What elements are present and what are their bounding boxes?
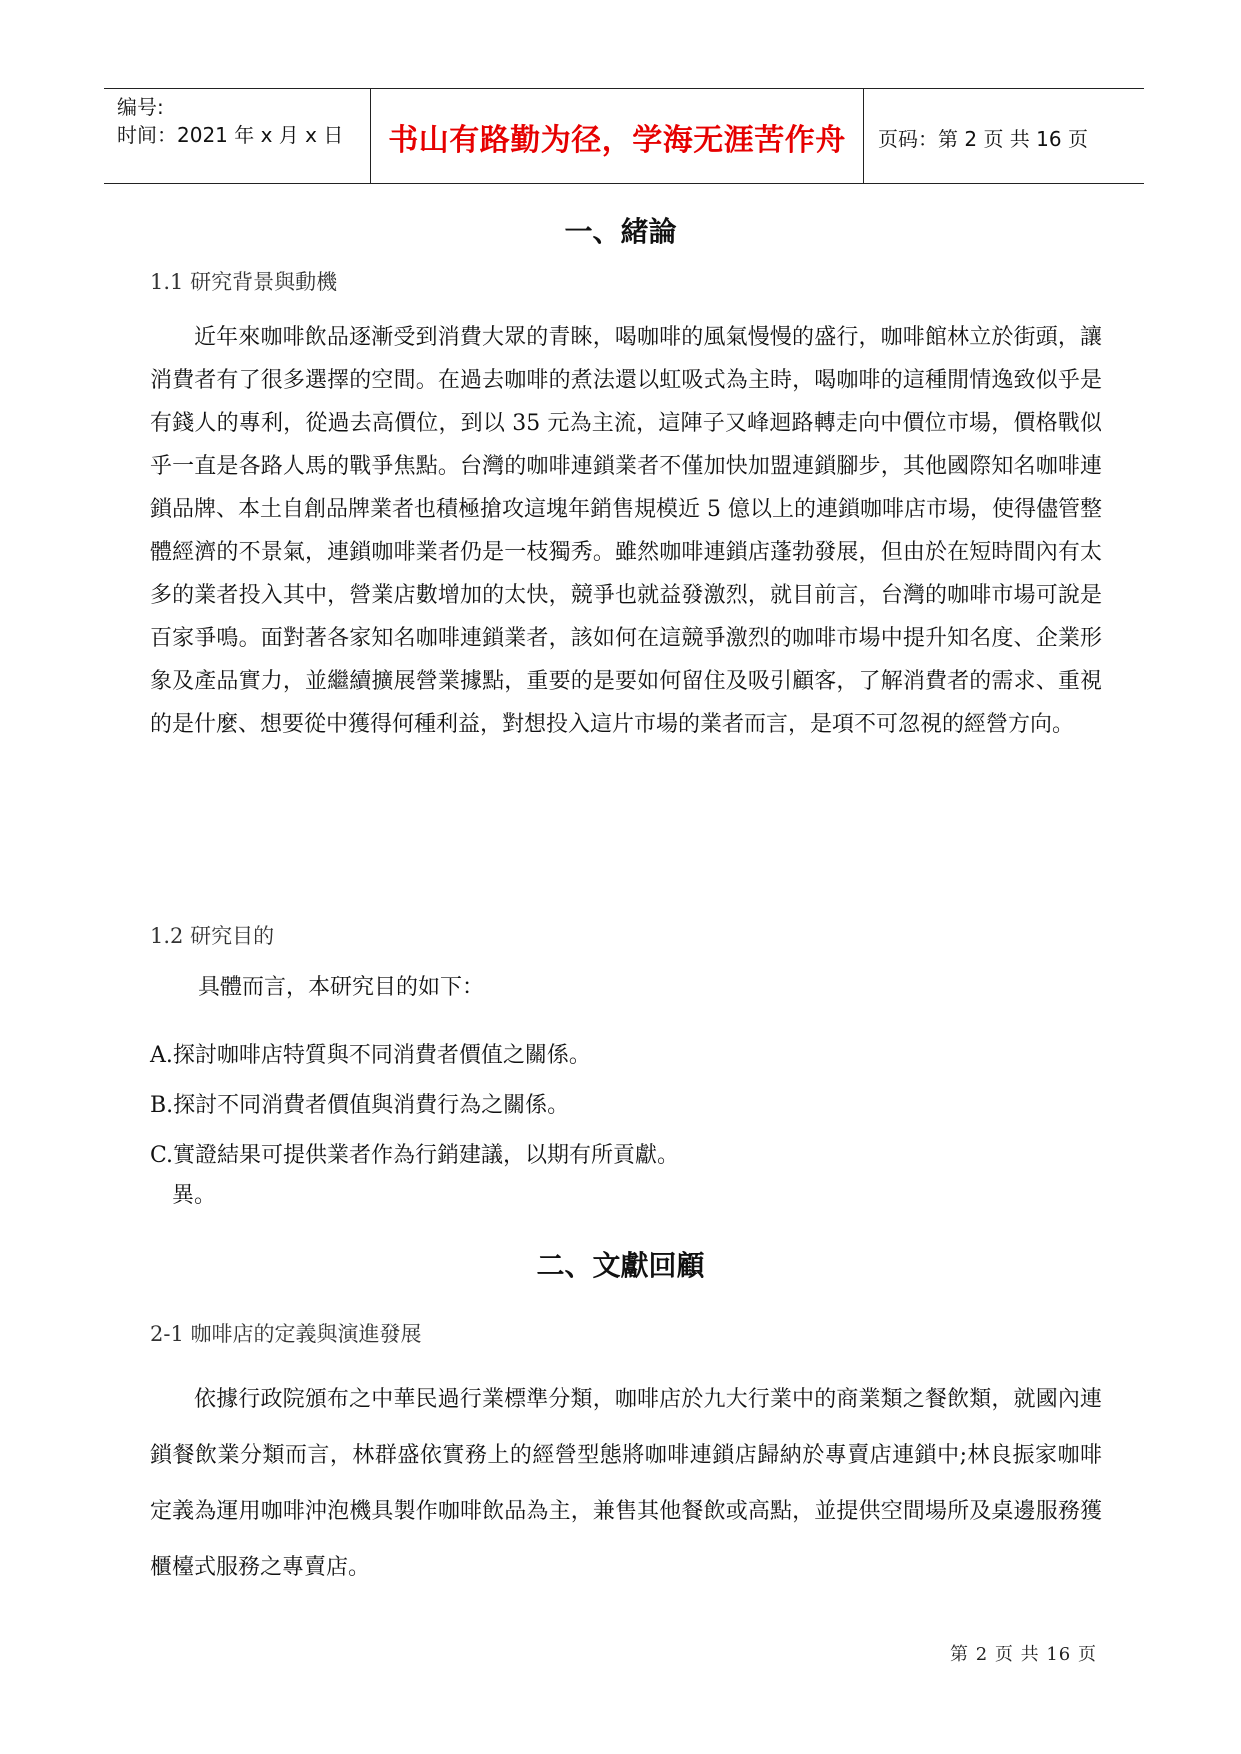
- page-footer: 第 2 页 共 16 页: [950, 1644, 1097, 1665]
- purpose-intro: 具體而言，本研究目的如下：: [198, 975, 485, 1000]
- paragraph-background: 近年來咖啡飲品逐漸受到消費大眾的青睞，喝咖啡的風氣慢慢的盛行，咖啡館林立於街頭，讓消費者有了很多選擇的空間。在過去咖啡的煮法還以虹吸式為主時，喝咖啡的這種閒情逸致似乎是有錢人的專利，從過去高價位，到以 35 元為主流，這陣子又峰迴路轉走向中價位市場，價格戰似乎一直是各路人馬的戰爭焦點。台灣的咖啡連鎖業者不僅加快加盟連鎖腳步，其他國際知名咖啡連鎖品牌、本土自創品牌業者也積極搶攻這塊年銷售規模近 5 億以上的連鎖咖啡店市場，使得儘管整體經濟的不景氣，連鎖咖啡業者仍是一枝獨秀。雖然咖啡連鎖店蓬勃發展，但由於在短時間內有太多的業者投入其中，營業店數增加的太快，競爭也就益發激烈，就目前言，台灣的咖啡市場可說是百家爭鳴。面對著各家知名咖啡連鎖業者，該如何在這競爭激烈的咖啡市場中提升知名度、企業形象及產品實力，並繼續擴展營業據點，重要的是要如何留住及吸引顧客，了解消費者的需求、重視的是什麼、想要從中獲得何種利益，對想投入這片市場的業者而言，是項不可忽視的經營方向。: [150, 325, 1102, 737]
- section-title-literature-review: 二、文獻回顧: [536, 1249, 705, 1282]
- header-motto-cell: [371, 89, 864, 183]
- purpose-item-a: A.探討咖啡店特質與不同消費者價值之關係。: [150, 1043, 591, 1068]
- header-meta-cell: [104, 89, 371, 183]
- subsection-title-purpose: 1.2 研究目的: [150, 924, 275, 948]
- header-motto: 书山有路勤为径，学海无涯苦作舟: [388, 123, 846, 158]
- subsection-title-coffee-shop-definition: 2-1 咖啡店的定義與演進發展: [150, 1322, 422, 1346]
- stray-text: 異。: [172, 1183, 217, 1208]
- subsection-title-background: 1.1 研究背景與動機: [150, 270, 338, 294]
- document-number-label: 编号:: [117, 95, 164, 119]
- paragraph-coffee-shop-definition: 依據行政院頒布之中華民過行業標準分類，咖啡店於九大行業中的商業類之餐飲類，就國內連鎖餐飲業分類而言，林群盛依實務上的經營型態將咖啡連鎖店歸納於專賣店連鎖中;林良振家咖啡定義為運用咖啡沖泡機具製作咖啡飲品為主，兼售其他餐飲或高點，並提供空間場所及桌邊服務獲櫃檯式服務之專賣店。: [150, 1387, 1102, 1580]
- document-header: [104, 88, 1144, 184]
- header-page-label: 页码：第 2 页 共 16 页: [878, 127, 1088, 151]
- section-title-introduction: 一、緒論: [564, 215, 677, 248]
- document-time-label: 时间：2021 年 x 月 x 日: [117, 123, 344, 147]
- purpose-item-c: C.實證結果可提供業者作為行銷建議，以期有所貢獻。: [150, 1143, 680, 1168]
- header-page-cell: [864, 89, 1144, 183]
- purpose-item-b: B.探討不同消費者價值與消費行為之關係。: [150, 1093, 570, 1118]
